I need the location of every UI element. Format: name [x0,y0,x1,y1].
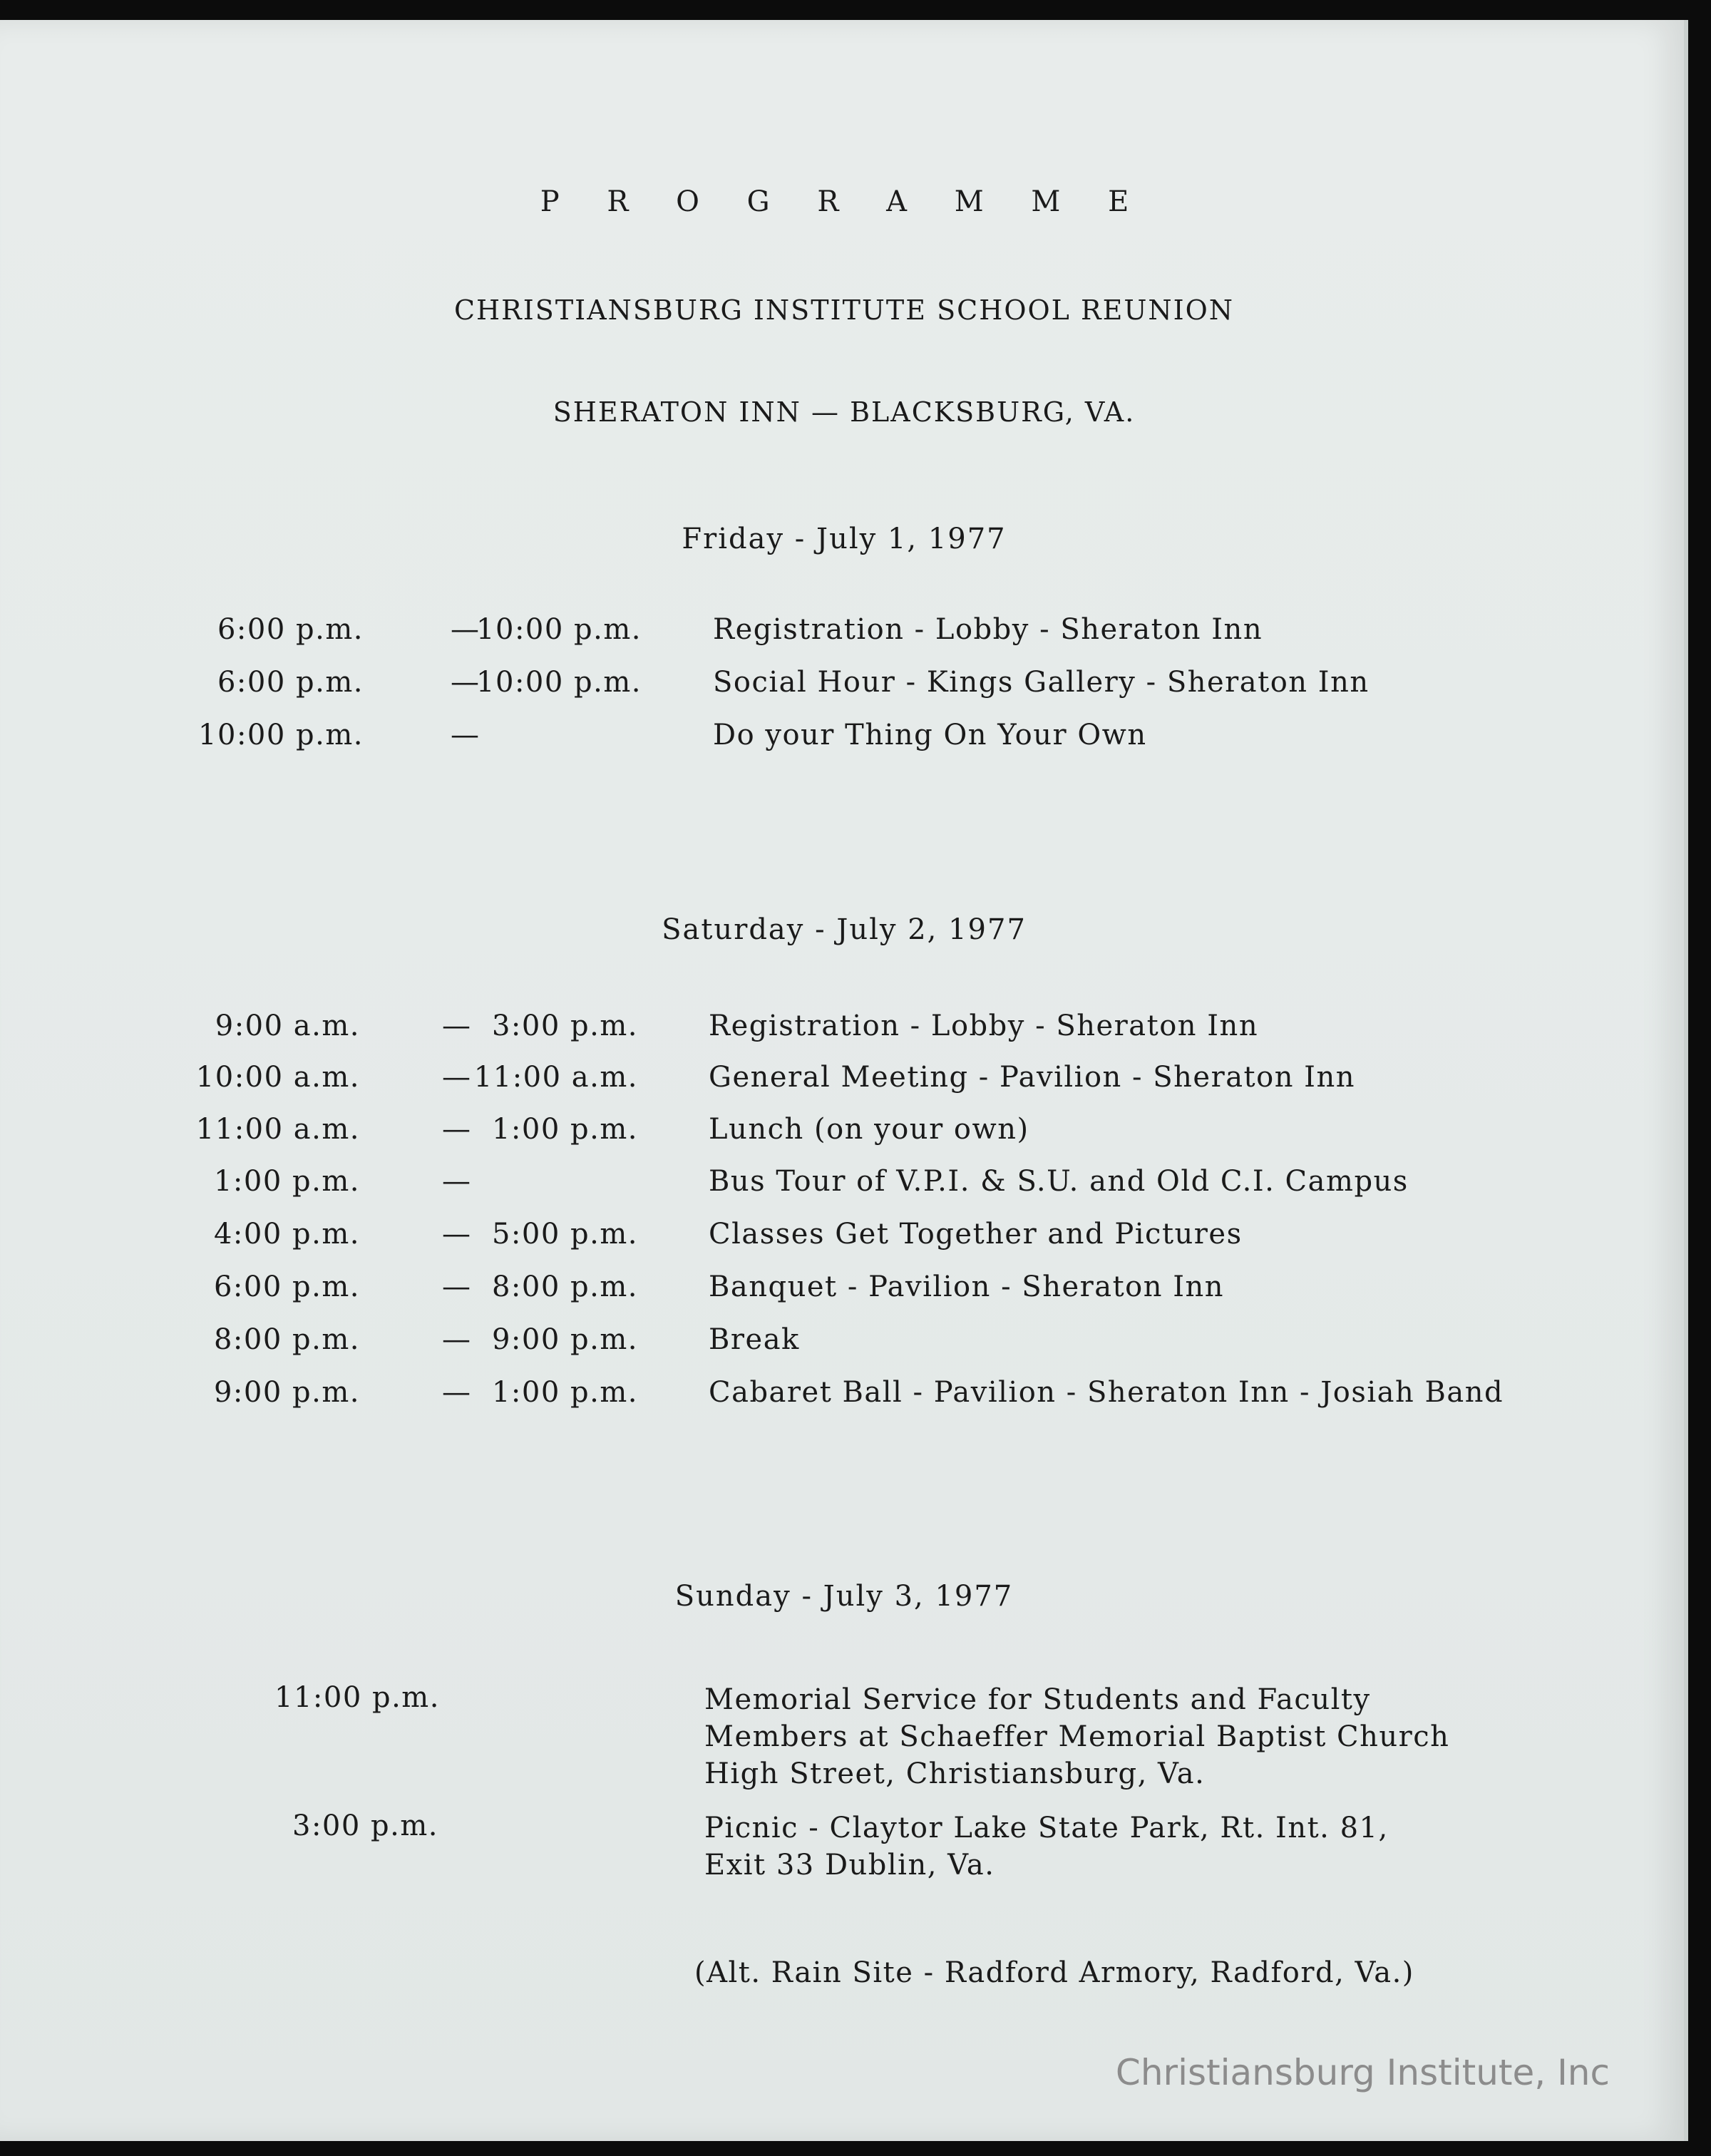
day-heading-sunday: Sunday - July 3, 1977 [674,1580,1014,1613]
start-time: 6:00 p.m. [217,613,364,646]
event-line: Exit 33 Dublin, Va. [704,1849,995,1882]
end-time: 10:00 p.m. [476,613,642,646]
start-time: 10:00 p.m. [198,719,364,751]
time-dash: — [442,1113,472,1146]
time-dash: — [451,666,481,699]
event-line: Members at Schaeffer Memorial Baptist Church [704,1720,1450,1753]
start-time: 6:00 p.m. [213,1270,360,1303]
event-description: Cabaret Ball - Pavilion - Sheraton Inn - Josiah Band [709,1376,1504,1409]
event-description: Break [709,1323,800,1356]
event-description: Do your Thing On Your Own [713,719,1147,751]
end-time: 10:00 p.m. [476,666,642,699]
event-description: General Meeting - Pavilion - Sheraton Inn [709,1061,1356,1094]
event-description: Banquet - Pavilion - Sheraton Inn [709,1270,1225,1303]
start-time: 3:00 p.m. [292,1809,439,1842]
event-name: CHRISTIANSBURG INSTITUTE SCHOOL REUNION [453,294,1235,326]
start-time: 11:00 p.m. [274,1681,440,1714]
start-time: 6:00 p.m. [217,666,364,699]
event-description: Bus Tour of V.P.I. & S.U. and Old C.I. Campus [709,1165,1409,1198]
document-page [0,20,1688,2141]
time-dash: — [442,1218,472,1251]
watermark: Christiansburg Institute, Inc [1115,2052,1610,2093]
event-description: Classes Get Together and Pictures [709,1218,1243,1251]
time-dash: — [442,1270,472,1303]
end-time: 9:00 p.m. [491,1323,638,1356]
event-line: High Street, Christiansburg, Va. [704,1757,1206,1790]
time-dash: — [442,1165,472,1198]
end-time: 5:00 p.m. [491,1218,638,1251]
end-time: 8:00 p.m. [491,1270,638,1303]
event-description: Registration - Lobby - Sheraton Inn [713,613,1263,646]
event-description: Registration - Lobby - Sheraton Inn [709,1010,1259,1042]
time-dash: — [442,1010,472,1042]
end-time: 11:00 a.m. [473,1061,638,1094]
end-time: 3:00 p.m. [491,1010,638,1042]
event-description: Social Hour - Kings Gallery - Sheraton Inn [713,666,1370,699]
event-line: Picnic - Claytor Lake State Park, Rt. Int. 81, [704,1812,1389,1844]
start-time: 8:00 p.m. [213,1323,360,1356]
time-dash: — [442,1323,472,1356]
start-time: 1:00 p.m. [213,1165,360,1198]
time-dash: — [451,613,481,646]
start-time: 10:00 a.m. [195,1061,360,1094]
rain-site-note: (Alt. Rain Site - Radford Armory, Radford, Va.) [694,1956,1414,1989]
venue: SHERATON INN — BLACKSBURG, VA. [553,396,1136,428]
start-time: 9:00 a.m. [215,1010,360,1042]
time-dash: — [451,719,481,751]
start-time: 11:00 a.m. [195,1113,360,1146]
event-description: Lunch (on your own) [709,1113,1029,1146]
end-time: 1:00 p.m. [491,1376,638,1409]
page-edge [1684,20,1688,2141]
day-heading-friday: Friday - July 1, 1977 [682,523,1007,555]
page-title: P R O G R A M M E [540,185,1149,218]
start-time: 9:00 p.m. [213,1376,360,1409]
event-line: Memorial Service for Students and Faculty [704,1683,1371,1716]
end-time: 1:00 p.m. [491,1113,638,1146]
day-heading-saturday: Saturday - July 2, 1977 [662,913,1027,946]
time-dash: — [442,1376,472,1409]
time-dash: — [442,1061,472,1094]
start-time: 4:00 p.m. [213,1218,360,1251]
